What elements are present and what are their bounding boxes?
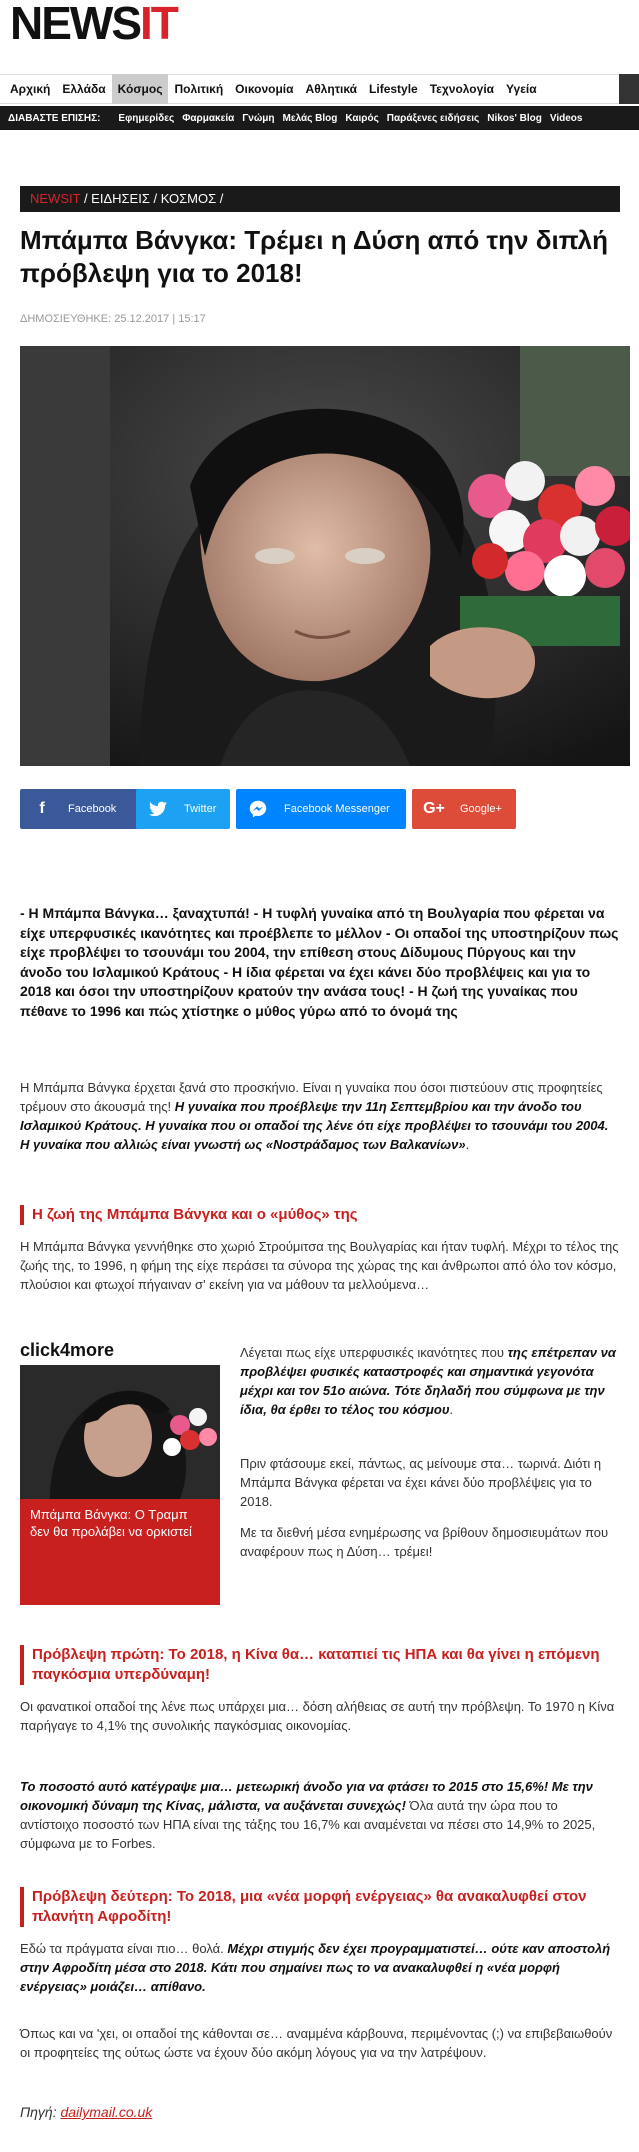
click4more-title: click4more: [20, 1340, 115, 1360]
nav-item-technology[interactable]: Τεχνολογία: [429, 82, 495, 96]
share-twitter-label: Twitter: [184, 803, 217, 815]
paragraph-6: Οι φανατικοί οπαδοί της λένε πως υπάρχει μια… δόση αλήθειας σε αυτή την πρόβλεψη. Το 1970 η Κίνα παρήγαγε το 4,1% της συνολικής παγκόσμιας οικονομίας.: [20, 1699, 615, 1733]
share-google-button[interactable]: [412, 789, 516, 829]
paragraph-3-end: .: [449, 1402, 454, 1417]
paragraph-9: Όπως και να 'χει, οι οπαδοί της κάθονται σε… αναμμένα κάρβουνα, περιμένοντας (;) να επιβεβαιωθούν οι προφητείες της ούτως ώστε να έχουν δύο ακόμη λόγους για να την λατρέψουν.: [20, 2026, 613, 2060]
subnav-item-weather[interactable]: Καιρός: [345, 112, 379, 124]
paragraph-8-emphasis: Μέχρι στιγμής δεν έχει προγραμματιστεί… ούτε καν αποστολή στην Αφροδίτη μέσα στο 2018. Κάτι που σημαίνει πως το να ανακαλυφθεί η «νέα μορφή ενέργειας» μοιάζει… απίθανο.: [20, 1941, 611, 1994]
site-logo[interactable]: [10, 0, 177, 49]
share-messenger-button[interactable]: [236, 789, 406, 829]
paragraph-5: Με τα διεθνή μέσα ενημέρωσης να βρίθουν δημοσιευμάτων που αναφέρουν πως η Δύση… τρέμει!: [240, 1525, 609, 1559]
click4more-caption: Μπάμπα Βάνγκα: Ο Τραμπ δεν θα προλάβει να ορκιστεί: [30, 1507, 192, 1539]
nav-item-world[interactable]: Κόσμος: [112, 74, 169, 104]
nav-item-politics[interactable]: Πολιτική: [174, 82, 224, 96]
paragraph-1: [20, 1078, 620, 1154]
subheading-prediction-1: Πρόβλεψη πρώτη: Το 2018, η Κίνα θα… καταπιεί τις ΗΠΑ και θα γίνει η επόμενη παγκόσμια υπερδύναμη!: [20, 1645, 620, 1685]
paragraph-1-emphasis: Η γυναίκα που προέβλεψε την 11η Σεπτεμβρίου και την άνοδο του Ισλαμικού Κράτους. Η γυναίκα που οι οπαδοί της λένε ότι είχε προβλέψει το τσουνάμι του 2004. Η γυναίκα που αλλιώς είναι γνωστή ως «Νοστράδαμος των Βαλκανίων»: [20, 1099, 609, 1152]
header-logo-bar: [0, 0, 639, 70]
nav-item-greece[interactable]: Ελλάδα: [62, 82, 106, 96]
click4more-card[interactable]: [20, 1365, 220, 1605]
subnav-item-pharmacies[interactable]: Φαρμακεία: [182, 112, 235, 124]
subnav-item-videos[interactable]: Videos: [549, 112, 583, 124]
also-read-bar: [0, 106, 639, 130]
article-lead: - Η Μπάμπα Βάνγκα… ξαναχτυπά! - Η τυφλή γυναίκα από τη Βουλγαρία που φέρεται να είχε υπερφυσικές ικανότητες και προέβλεπε το μέλλον - Οι οπαδοί της υποστηρίζουν πως είχε προβλέψει το τσουνάμι του 2004, την επίθεση στους Δίδυμους Πύργους και την άνοδο του Ισλαμικού Κράτους - Η ίδια φέρεται να έχει κάνει δύο προβλέψεις και για το 2018 και όσοι την υποστηρίζουν κρατούν την ανάσα τους! - Η ζωή της γυναίκας που πέθανε το 1996 και πώς χτίστηκε ο μύθος γύρω από το όνομά της: [20, 905, 619, 1019]
twitter-icon: [148, 799, 168, 819]
logo-it: IT: [140, 0, 177, 49]
share-google-label: Google+: [460, 803, 502, 815]
nav-item-health[interactable]: Υγεία: [506, 82, 537, 96]
nav-item-economy[interactable]: Οικονομία: [235, 82, 294, 96]
paragraph-1-text: Η Μπάμπα Βάνγκα έρχεται ξανά στο προσκήνιο. Είναι η γυναίκα που όσοι πιστεύουν στις προφητείες τρέμουν στο άκουσμά της!: [20, 1080, 603, 1114]
source-link[interactable]: dailymail.co.uk: [60, 2104, 153, 2120]
subnav-item-newspapers[interactable]: Εφημερίδες: [118, 112, 175, 124]
article-title: Μπάμπα Βάνγκα: Τρέμει η Δύση από την διπλή πρόβλεψη για το 2018!: [20, 225, 608, 288]
paragraph-7-emphasis: Το ποσοστό αυτό κατέγραψε μια… μετεωρική άνοδο για να φτάσει το 2015 στο 15,6%! Με την οικονομική δύναμη της Κίνας, μάλιστα, να αυξάνεται συνεχώς!: [20, 1779, 593, 1813]
subnav-item-melas-blog[interactable]: Μελάς Blog: [282, 112, 338, 124]
subnav-item-weird-news[interactable]: Παράξενες ειδήσεις: [386, 112, 480, 124]
paragraph-3: [240, 1343, 620, 1419]
source-label: Πηγή:: [20, 2104, 61, 2120]
click4more-image: [20, 1365, 220, 1499]
share-twitter-button[interactable]: [136, 789, 230, 829]
main-nav: [0, 74, 639, 104]
subheading-life: Η ζωή της Μπάμπα Βάνγκα και ο «μύθος» της: [20, 1205, 358, 1225]
paragraph-8-text: Εδώ τα πράγματα είναι πιο… θολά.: [20, 1941, 228, 1956]
paragraph-2: Η Μπάμπα Βάνγκα γεννήθηκε στο χωριό Στρούμιτσα της Βουλγαρίας και ήταν τυφλή. Μέχρι το τέλος της ζωής της, το 1996, η φήμη της είχε περάσει τα σύνορα της χώρας της και άνθρωποι από όλο τον κόσμο, πλούσιοι και φτωχοί πήγαιναν σ' εκείνη για να μάθουν τα μελλούμενα…: [20, 1239, 619, 1292]
messenger-icon: [248, 799, 268, 819]
share-facebook-label: Facebook: [68, 803, 117, 815]
google-plus-icon: G+: [423, 800, 445, 817]
paragraph-8: [20, 1939, 620, 1996]
share-messenger-label: Facebook Messenger: [284, 803, 390, 815]
paragraph-3-text: Λέγεται πως είχε υπερφυσικές ικανότητες που: [240, 1345, 508, 1360]
nav-item-sports[interactable]: Αθλητικά: [305, 82, 358, 96]
subheading-prediction-2: Πρόβλεψη δεύτερη: Το 2018, μια «νέα μορφή ενέργειας» θα ανακαλυφθεί στον πλανήτη Αφροδίτη!: [20, 1887, 620, 1927]
subnav-item-nikos-blog[interactable]: Nikos' Blog: [487, 112, 542, 124]
nav-item-home[interactable]: Αρχική: [10, 82, 51, 96]
breadcrumb-home[interactable]: NEWSIT: [30, 191, 81, 206]
search-icon[interactable]: [619, 74, 639, 104]
hero-image: [20, 346, 630, 766]
facebook-icon: f: [39, 800, 45, 817]
breadcrumb-path[interactable]: / ΕΙΔΗΣΕΙΣ / ΚΟΣΜΟΣ /: [80, 191, 224, 206]
article-source: [20, 2104, 152, 2120]
paragraph-1-end: .: [465, 1137, 470, 1152]
paragraph-4: Πριν φτάσουμε εκεί, πάντως, ας μείνουμε στα… τωρινά. Διότι η Μπάμπα Βάνγκα φέρεται να έχει κάνει δύο προβλέψεις για το 2018.: [240, 1456, 602, 1509]
logo-news: NEWS: [10, 0, 140, 49]
subnav-item-opinion[interactable]: Γνώμη: [242, 112, 275, 124]
also-read-label: ΔΙΑΒΑΣΤΕ ΕΠΙΣΗΣ:: [8, 112, 101, 124]
paragraph-3-emphasis: της επέτρεπαν να προβλέψει φυσικές καταστροφές και σημαντικά γεγονότα μέχρι και τον 51ο αιώνα. Τότε δηλαδή που σύμφωνα με την ίδια, θα έρθει το τέλος του κόσμου: [240, 1345, 616, 1417]
paragraph-7-text: Όλα αυτά την ώρα που το αντίστοιχο ποσοστό των ΗΠΑ είναι της τάξης του 16,7% και αναμένεται να πέσει στο 14,9% το 2025, σύμφωνα με το Forbes.: [20, 1798, 596, 1851]
paragraph-7: [20, 1777, 620, 1853]
nav-item-lifestyle[interactable]: Lifestyle: [369, 82, 418, 96]
publish-date: ΔΗΜΟΣΙΕΥΘΗΚΕ: 25.12.2017 | 15:17: [20, 313, 206, 325]
breadcrumb: [20, 186, 620, 212]
